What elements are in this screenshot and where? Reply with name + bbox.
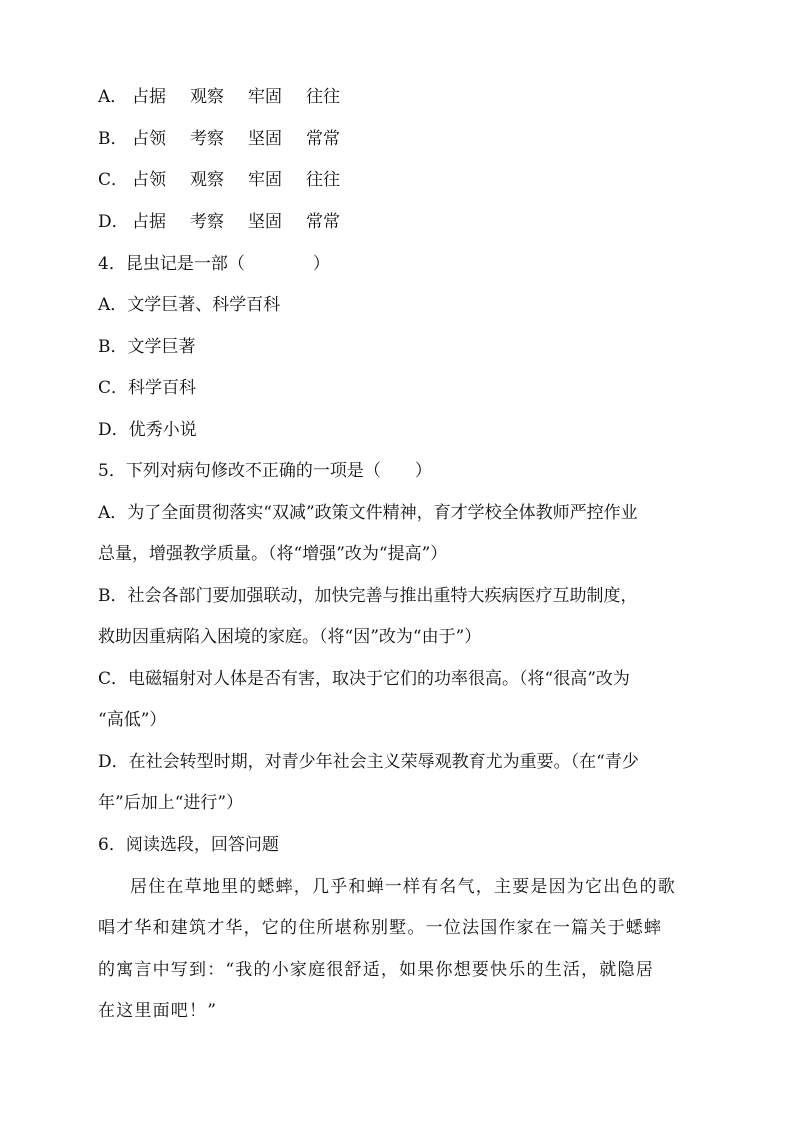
option-word: 占领 [132,129,166,149]
q5-option-d-line2: 年”后加上“进行”） [98,793,244,813]
q6-passage-line3: 的寓言中写到：“我的小家庭很舒适，如果你想要快乐的生活，就隐居 [98,960,654,980]
option-word: 常常 [306,212,340,232]
q5-option-b-line2: 救助因重病陷入困境的家庭。（将“因”改为“由于”） [98,627,482,647]
option-word: 占领 [132,170,166,190]
q5-option-c-line1: C．电磁辐射对人体是否有害，取决于它们的功率很高。（将“很高”改为 [98,669,630,689]
option-word: 观察 [190,170,224,190]
option-word: 常常 [306,129,340,149]
q5-stem: 5．下列对病句修改不正确的一项是（ ） [98,461,432,481]
q3-option-d [98,212,364,232]
q4-stem: 4．昆虫记是一部（ ） [98,254,330,274]
q4-option-c: C．科学百科 [98,378,197,398]
q6-passage-line4: 在这里面吧！” [98,1001,218,1021]
q6-passage-line2: 唱才华和建筑才华，它的住所堪称别墅。一位法国作家在一篇关于蟋蟀 [98,918,663,938]
option-letter: D． [98,212,129,232]
option-word: 牢固 [248,170,282,190]
option-word: 观察 [190,87,224,107]
q5-option-d-line1: D．在社会转型时期，对青少年社会主义荣辱观教育尤为重要。（在“青少 [98,752,639,772]
q5-option-a-line2: 总量，增强教学质量。（将“增强”改为“提高”） [98,544,448,564]
q5-option-b-line1: B．社会各部门要加强联动，加快完善与推出重特大疾病医疗互助制度， [98,586,638,606]
option-word: 往往 [306,87,340,107]
option-word: 坚固 [248,129,282,149]
option-word: 占据 [132,87,166,107]
option-letter: B． [98,129,128,149]
q6-stem: 6．阅读选段，回答问题 [98,835,279,855]
option-word: 考察 [190,129,224,149]
option-word: 坚固 [248,212,282,232]
option-word: 往往 [306,170,340,190]
q4-option-d: D．优秀小说 [98,420,197,440]
q3-option-c [98,170,364,190]
q6-passage-line1: 居住在草地里的蟋蟀，几乎和蝉一样有名气，主要是因为它出色的歌 [130,877,676,897]
option-letter: C． [98,170,129,190]
q4-option-b: B．文学巨著 [98,337,196,357]
option-word: 考察 [190,212,224,232]
option-letter: A． [98,87,128,107]
option-word: 牢固 [248,87,282,107]
option-word: 占据 [132,212,166,232]
q3-option-a [98,87,364,107]
q3-option-b [98,129,364,149]
q5-option-a-line1: A．为了全面贯彻落实“双减”政策文件精神，育才学校全体教师严控作业 [98,503,638,523]
q4-option-a: A．文学巨著、科学百科 [98,295,281,315]
q5-option-c-line2: “高低”） [98,710,167,730]
